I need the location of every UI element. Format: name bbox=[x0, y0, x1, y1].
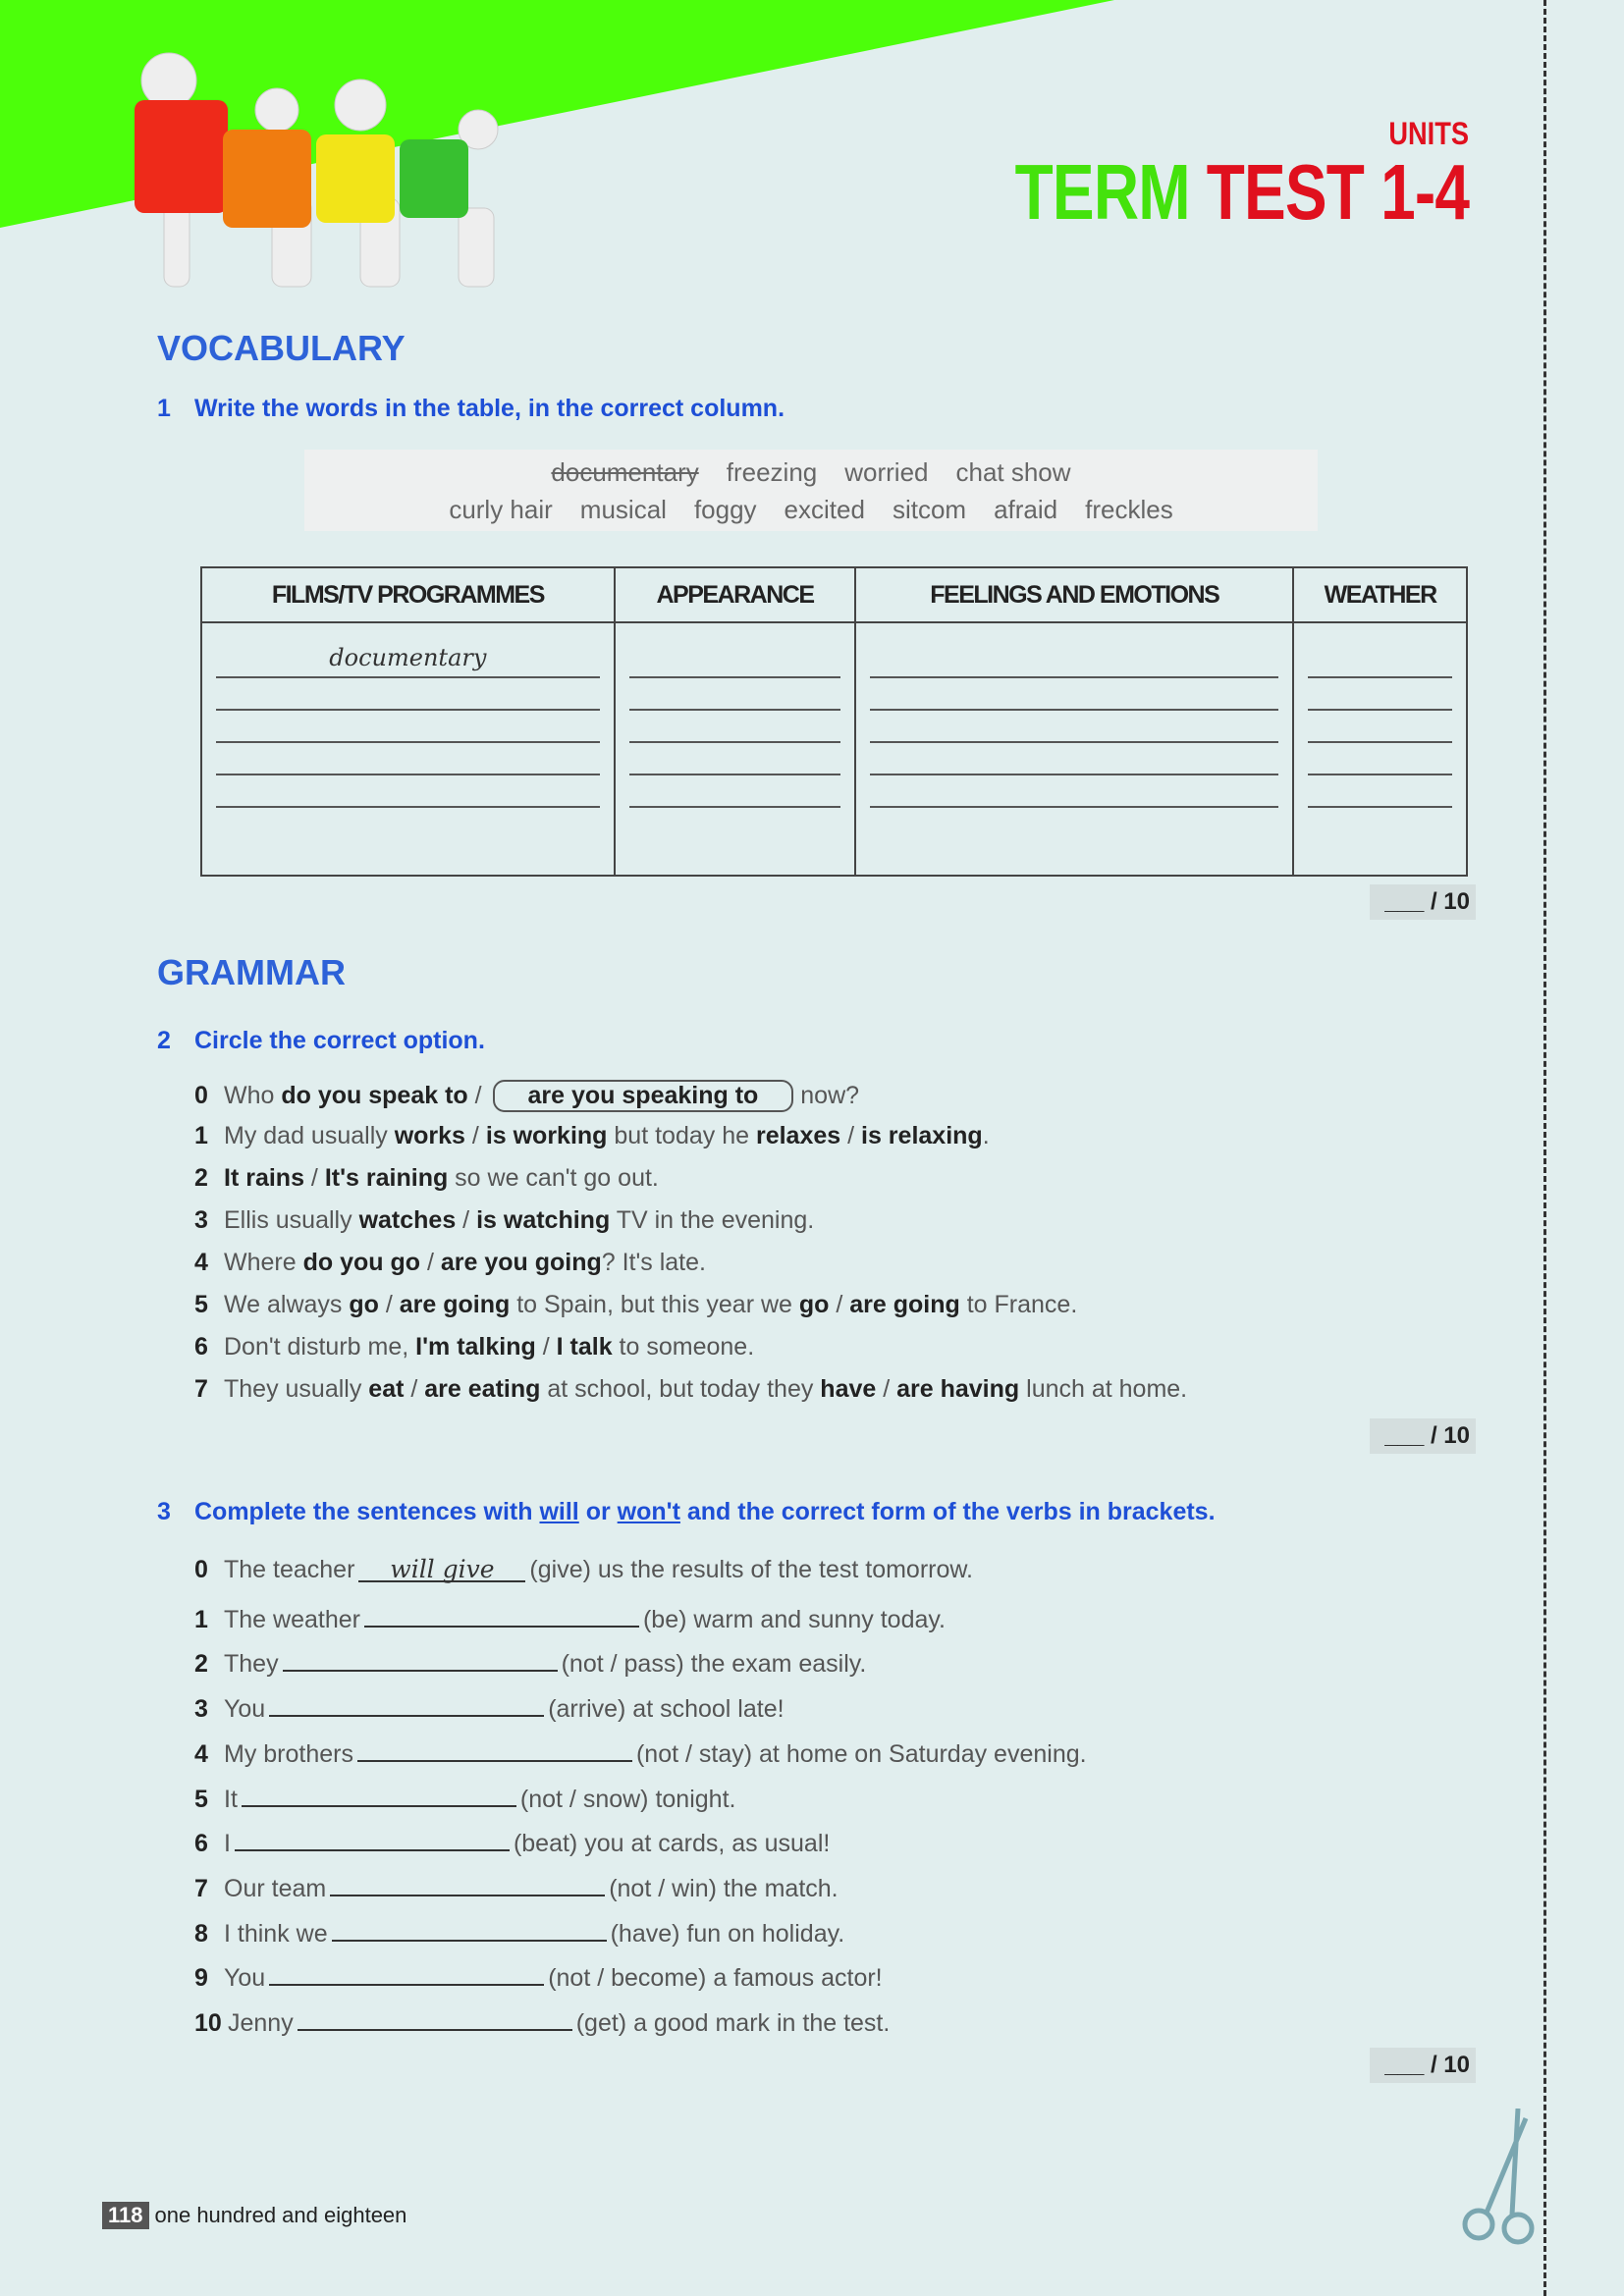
instruction-text: Complete the sentences with bbox=[194, 1498, 540, 1525]
exercise-2-instruction bbox=[157, 1027, 485, 1055]
completion-item bbox=[194, 1869, 839, 1903]
answer-blank[interactable] bbox=[298, 2003, 572, 2031]
exercise-number: 2 bbox=[157, 1027, 171, 1054]
item-text: to Spain, but this year we bbox=[510, 1291, 799, 1318]
column-header: WEATHER bbox=[1293, 567, 1467, 622]
item-text: at school, but today they bbox=[540, 1375, 821, 1403]
answer-blank[interactable] bbox=[629, 631, 841, 678]
item-number: 7 bbox=[194, 1874, 208, 1902]
option[interactable]: have bbox=[820, 1375, 877, 1403]
item-text: / bbox=[303, 1164, 325, 1192]
sentence-start: They bbox=[224, 1650, 279, 1679]
scissors-icon bbox=[1457, 2109, 1545, 2248]
item-number: 0 bbox=[194, 1556, 208, 1583]
sentence-start: I bbox=[224, 1830, 231, 1858]
answer-blank[interactable] bbox=[269, 1689, 544, 1717]
option[interactable]: It's raining bbox=[324, 1164, 449, 1192]
item-text: TV in the evening. bbox=[610, 1206, 815, 1234]
page-title bbox=[1014, 147, 1469, 238]
answer-blank[interactable] bbox=[870, 775, 1278, 808]
exercise-number: 1 bbox=[157, 395, 171, 422]
grammar-item bbox=[194, 1333, 754, 1362]
table-column-cell bbox=[1293, 622, 1467, 876]
answer-blank[interactable] bbox=[216, 678, 600, 711]
sentence-end: (have) fun on holiday. bbox=[610, 1919, 845, 1948]
column-header: FEELINGS AND EMOTIONS bbox=[855, 567, 1293, 622]
item-number: 6 bbox=[194, 1830, 208, 1858]
item-text: Who bbox=[224, 1082, 282, 1109]
item-text: Ellis usually bbox=[224, 1206, 359, 1234]
instruction-wont: won't bbox=[617, 1498, 680, 1525]
sentence-start: The teacher bbox=[224, 1556, 355, 1583]
item-text: to someone. bbox=[612, 1333, 755, 1361]
word-bank-item: worried bbox=[844, 457, 929, 487]
option[interactable]: I'm talking bbox=[415, 1333, 536, 1361]
item-number: 1 bbox=[194, 1122, 208, 1149]
sentence-start: You bbox=[224, 1964, 266, 1993]
grammar-item bbox=[194, 1206, 814, 1235]
completion-item bbox=[194, 1824, 830, 1858]
answer-blank[interactable] bbox=[1308, 631, 1452, 678]
exercise-number: 3 bbox=[157, 1498, 171, 1525]
answer-blank[interactable] bbox=[870, 631, 1278, 678]
item-text: / bbox=[467, 1082, 489, 1109]
answer-blank[interactable] bbox=[269, 1958, 544, 1986]
item-text: / bbox=[420, 1249, 441, 1276]
sentence-end: (not / win) the match. bbox=[609, 1874, 839, 1902]
option[interactable]: are going bbox=[399, 1291, 511, 1318]
item-text: to France. bbox=[959, 1291, 1078, 1318]
units-label: UNITS bbox=[1388, 116, 1469, 151]
item-text: We always bbox=[224, 1291, 350, 1318]
sentence-start: The weather bbox=[224, 1605, 360, 1633]
item-text: so we can't go out. bbox=[448, 1164, 659, 1192]
answer-blank[interactable] bbox=[235, 1824, 510, 1851]
item-text: . bbox=[982, 1122, 990, 1149]
sentence-start: It bbox=[224, 1785, 238, 1813]
item-text: Where bbox=[224, 1249, 303, 1276]
grammar-item bbox=[194, 1249, 706, 1277]
instruction-text-end: and the correct form of the verbs in brackets. bbox=[679, 1498, 1216, 1525]
instruction-will: will bbox=[539, 1498, 579, 1525]
option[interactable]: are having bbox=[896, 1375, 1020, 1403]
option[interactable]: is working bbox=[485, 1122, 608, 1149]
title-test: TEST 1-4 bbox=[1206, 148, 1469, 236]
item-number: 5 bbox=[194, 1785, 208, 1813]
item-text: / bbox=[876, 1375, 897, 1403]
completion-item bbox=[194, 1958, 883, 1993]
instruction-text: Write the words in the table, in the correct column. bbox=[194, 395, 785, 422]
option[interactable]: eat bbox=[368, 1375, 405, 1403]
answer-blank[interactable] bbox=[629, 775, 841, 808]
answer-blank[interactable] bbox=[870, 743, 1278, 775]
item-text: / bbox=[378, 1291, 400, 1318]
exercise-2-score[interactable]: ___ / 10 bbox=[1370, 1418, 1476, 1454]
item-number: 1 bbox=[194, 1605, 208, 1633]
answer-blank[interactable] bbox=[1308, 775, 1452, 808]
grammar-item bbox=[194, 1291, 1077, 1319]
word-bank-item: documentary bbox=[551, 457, 699, 487]
item-text: / bbox=[464, 1122, 486, 1149]
word-bank-item: chat show bbox=[955, 457, 1071, 487]
page-footer bbox=[102, 2202, 406, 2229]
item-text: lunch at home. bbox=[1019, 1375, 1188, 1403]
sentence-end: (beat) you at cards, as usual! bbox=[513, 1830, 831, 1858]
grammar-heading: GRAMMAR bbox=[157, 952, 346, 992]
answer-blank[interactable] bbox=[242, 1780, 516, 1807]
option[interactable]: relaxes bbox=[755, 1122, 841, 1149]
vocabulary-heading: VOCABULARY bbox=[157, 328, 406, 368]
item-number: 0 bbox=[194, 1082, 208, 1109]
item-text: / bbox=[456, 1206, 477, 1234]
answer-blank[interactable]: documentary bbox=[216, 631, 600, 678]
exercise-1-instruction bbox=[157, 395, 785, 423]
item-text: but today he bbox=[607, 1122, 756, 1149]
option[interactable]: is relaxing bbox=[861, 1122, 983, 1149]
item-number: 4 bbox=[194, 1249, 208, 1276]
table-column-cell bbox=[201, 622, 615, 876]
sentence-end: (arrive) at school late! bbox=[548, 1695, 785, 1724]
answer-blank[interactable] bbox=[1308, 743, 1452, 775]
option[interactable]: watches bbox=[358, 1206, 457, 1234]
column-header: FILMS/TV PROGRAMMES bbox=[201, 567, 615, 622]
item-text: / bbox=[535, 1333, 557, 1361]
instruction-text: Circle the correct option. bbox=[194, 1027, 485, 1054]
answer-blank[interactable] bbox=[629, 743, 841, 775]
answer-blank[interactable] bbox=[629, 711, 841, 743]
answer-blank[interactable] bbox=[330, 1869, 605, 1896]
item-number: 2 bbox=[194, 1164, 208, 1192]
item-text: Don't disturb me, bbox=[224, 1333, 416, 1361]
column-header: APPEARANCE bbox=[615, 567, 856, 622]
item-text: / bbox=[840, 1122, 862, 1149]
sentence-end: (be) warm and sunny today. bbox=[642, 1605, 946, 1633]
item-text: now? bbox=[793, 1082, 860, 1109]
item-number: 6 bbox=[194, 1333, 208, 1361]
completion-item bbox=[194, 2003, 890, 2038]
option[interactable]: is watching bbox=[476, 1206, 611, 1234]
word-bank-item: curly hair bbox=[449, 495, 553, 524]
item-number: 10 bbox=[194, 2009, 222, 2037]
table-column-cell bbox=[855, 622, 1293, 876]
item-number: 9 bbox=[194, 1964, 208, 1993]
answer-blank[interactable] bbox=[332, 1914, 607, 1942]
sentence-start: You bbox=[224, 1695, 266, 1724]
item-number: 7 bbox=[194, 1375, 208, 1403]
word-bank-item: freezing bbox=[726, 457, 818, 487]
item-number: 4 bbox=[194, 1739, 208, 1768]
sentence-start: My brothers bbox=[224, 1739, 353, 1768]
item-text: / bbox=[404, 1375, 425, 1403]
exercise-3-instruction bbox=[157, 1498, 1216, 1526]
item-text: / bbox=[829, 1291, 850, 1318]
answer-blank[interactable]: will give bbox=[358, 1555, 525, 1582]
option[interactable]: are you going bbox=[440, 1249, 602, 1276]
table-column-cell bbox=[615, 622, 856, 876]
word-bank-item: foggy bbox=[693, 495, 757, 524]
sentence-start: I think we bbox=[224, 1919, 328, 1948]
sentence-end: (get) a good mark in the test. bbox=[575, 2009, 891, 2037]
grammar-item bbox=[194, 1122, 990, 1150]
item-number: 3 bbox=[194, 1695, 208, 1724]
answer-blank[interactable] bbox=[629, 678, 841, 711]
puzzle-figures-illustration bbox=[125, 51, 611, 293]
answer-blank[interactable] bbox=[283, 1644, 558, 1672]
option[interactable]: go bbox=[349, 1291, 379, 1318]
instruction-or: or bbox=[578, 1498, 618, 1525]
completion-item bbox=[194, 1555, 973, 1584]
answer-blank[interactable] bbox=[870, 678, 1278, 711]
sentence-end: (give) us the results of the test tomorrow. bbox=[529, 1556, 973, 1583]
word-bank-item: afraid bbox=[994, 495, 1058, 524]
circled-option[interactable]: are you speaking to bbox=[493, 1080, 794, 1112]
sentence-end: (not / stay) at home on Saturday evening. bbox=[635, 1739, 1087, 1768]
answer-blank[interactable] bbox=[1308, 711, 1452, 743]
word-bank-item: sitcom bbox=[892, 495, 967, 524]
completion-item bbox=[194, 1644, 866, 1679]
word-bank-item: musical bbox=[579, 495, 667, 524]
option[interactable]: go bbox=[798, 1291, 830, 1318]
option[interactable]: do you speak to bbox=[281, 1082, 468, 1109]
vocabulary-table bbox=[200, 566, 1468, 877]
page-number-words: one hundred and eighteen bbox=[154, 2203, 407, 2227]
completion-item bbox=[194, 1735, 1087, 1769]
sentence-end: (not / pass) the exam easily. bbox=[561, 1650, 867, 1679]
answer-blank[interactable] bbox=[216, 743, 600, 775]
answer-blank[interactable] bbox=[216, 711, 600, 743]
answer-blank[interactable] bbox=[870, 711, 1278, 743]
answer-blank[interactable] bbox=[1308, 678, 1452, 711]
option[interactable]: are going bbox=[849, 1291, 960, 1318]
grammar-item bbox=[194, 1164, 659, 1193]
option[interactable]: are eating bbox=[424, 1375, 541, 1403]
option[interactable]: It rains bbox=[224, 1164, 304, 1192]
exercise-3-score[interactable]: ___ / 10 bbox=[1370, 2048, 1476, 2083]
option[interactable]: works bbox=[394, 1122, 465, 1149]
sentence-start: Our team bbox=[224, 1874, 327, 1902]
exercise-1-score[interactable]: ___ / 10 bbox=[1370, 884, 1476, 920]
item-text: My dad usually bbox=[224, 1122, 395, 1149]
sentence-end: (not / become) a famous actor! bbox=[548, 1964, 883, 1993]
option[interactable]: do you go bbox=[302, 1249, 421, 1276]
item-number: 5 bbox=[194, 1291, 208, 1318]
grammar-item bbox=[194, 1375, 1187, 1404]
answer-blank[interactable] bbox=[216, 775, 600, 808]
sentence-start: Jenny bbox=[228, 2009, 294, 2037]
completion-item bbox=[194, 1600, 946, 1634]
cut-line bbox=[1543, 0, 1546, 2296]
completion-item bbox=[194, 1689, 785, 1724]
word-box bbox=[304, 450, 1318, 531]
item-number: 2 bbox=[194, 1650, 208, 1679]
item-text: They usually bbox=[224, 1375, 369, 1403]
completion-item bbox=[194, 1914, 844, 1949]
item-number: 3 bbox=[194, 1206, 208, 1234]
title-term: TERM bbox=[1014, 148, 1190, 236]
word-bank-item: excited bbox=[784, 495, 865, 524]
grammar-item bbox=[194, 1080, 859, 1112]
answer-blank[interactable] bbox=[357, 1735, 632, 1762]
answer-blank[interactable] bbox=[364, 1600, 639, 1628]
page-number: 118 bbox=[102, 2202, 149, 2229]
sentence-end: (not / snow) tonight. bbox=[519, 1785, 736, 1813]
item-text: ? It's late. bbox=[601, 1249, 706, 1276]
word-bank-item: freckles bbox=[1085, 495, 1173, 524]
completion-item bbox=[194, 1780, 735, 1814]
option[interactable]: I talk bbox=[556, 1333, 613, 1361]
item-number: 8 bbox=[194, 1919, 208, 1948]
